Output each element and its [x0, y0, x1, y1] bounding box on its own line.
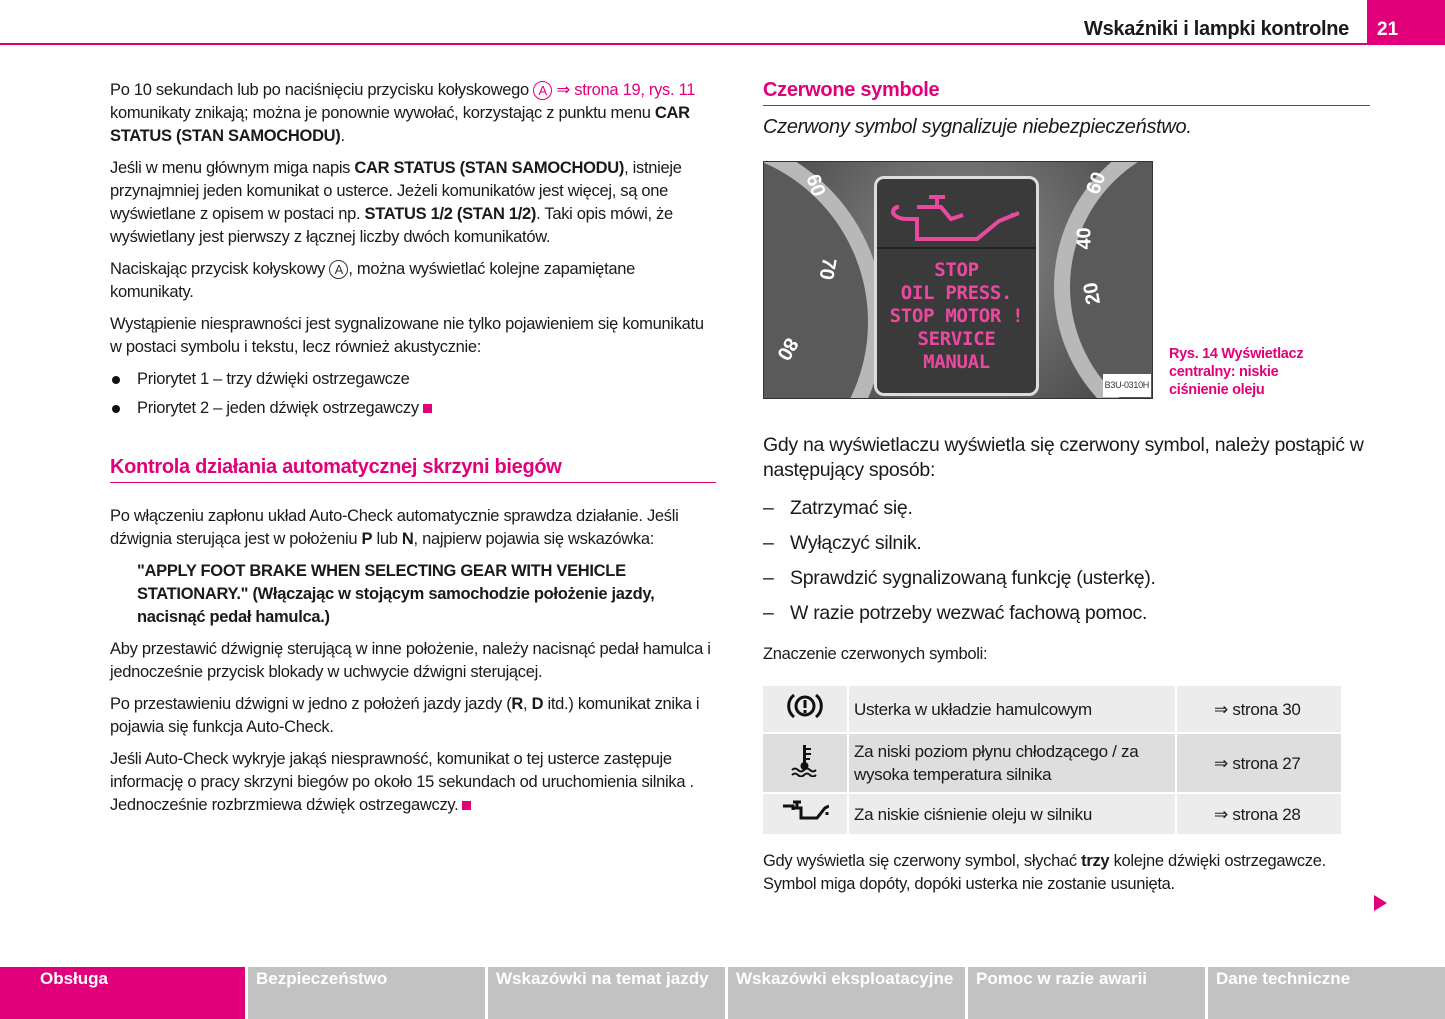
text: , można wyświetlać kolejne zapamiętane komunikaty.	[110, 260, 635, 301]
bold-text: CAR STATUS (STAN SAMOCHODU)	[110, 104, 690, 145]
tab-bezpieczenstwo[interactable]: Bezpieczeństwo	[248, 967, 485, 1019]
bold-text: N	[401, 530, 414, 548]
bullet-item: Priorytet 1 – trzy dźwięki ostrzegawcze	[110, 368, 716, 391]
paragraph: Znaczenie czerwonych symboli:	[763, 645, 988, 663]
display-line: SERVICE	[917, 328, 996, 350]
text: Naciskając przycisk kołyskowy	[110, 260, 330, 278]
text: , istnieje przynajmniej jeden komunikat o usterce. Jeżeli komunikatów jest więcej, są one wyświetlane z opisem w postaci np.	[110, 159, 682, 223]
bold-text: CAR STATUS (STAN SAMOCHODU)	[354, 159, 625, 177]
paragraph	[110, 258, 716, 304]
table-cell-description: Za niski poziom płynu chłodzącego / za wysoka temperatura silnika	[849, 734, 1175, 792]
step-item: – Sprawdzić sygnalizowaną funkcję (usterkę).	[763, 567, 1370, 590]
bullet-item	[110, 397, 716, 420]
paragraph	[110, 748, 716, 817]
section-subtitle: Czerwony symbol sygnalizuje niebezpieczeństwo.	[763, 116, 1192, 138]
bold-text: STATUS 1/2 (STAN 1/2)	[364, 205, 537, 223]
section-heading: Kontrola działania automatycznej skrzyni biegów	[110, 456, 716, 483]
button-a-marker: A	[329, 260, 348, 279]
tab-wskazowki-jazdy[interactable]: Wskazówki na temat jazdy	[488, 967, 725, 1019]
text: komunikaty znikają; można je ponownie wywołać, korzystając z punktu menu	[110, 104, 655, 122]
gauge-label: 80	[772, 333, 803, 364]
button-a-marker: A	[533, 81, 552, 100]
tab-wskazowki-eksploatacyjne[interactable]: Wskazówki eksploatacyjne	[728, 967, 965, 1019]
bold-text: R	[511, 695, 524, 713]
gauge-label: 70	[814, 256, 841, 282]
text: , najpierw pojawia się wskazówka:	[413, 530, 655, 548]
text: Priorytet 2 – jeden dźwięk ostrzegawczy	[137, 399, 419, 417]
tab-obsluga[interactable]: Obsługa	[0, 967, 245, 1019]
section-heading: Czerwone symbole	[763, 79, 1370, 106]
quoted-message: "APPLY FOOT BRAKE WHEN SELECTING GEAR WITH VEHICLE STATIONARY." (Włączając w stojącym samochodzie położenie jazdy, nacisnąć pedał hamulca.)	[137, 562, 655, 626]
page-reference-link[interactable]: ⇒ strona 30	[1177, 686, 1341, 732]
table-cell-description: Usterka w układzie hamulcowym	[849, 686, 1175, 732]
text: ,	[523, 695, 532, 713]
page-number: 21	[1367, 0, 1445, 45]
step-item: – W razie potrzeby wezwać fachową pomoc.	[763, 602, 1370, 625]
paragraph: Gdy na wyświetlaczu wyświetla się czerwony symbol, należy postąpić w następujący sposób:	[763, 434, 1364, 481]
tab-dane-techniczne[interactable]: Dane techniczne	[1208, 967, 1445, 1019]
left-column	[110, 79, 716, 826]
figure-code: B3U-0310H	[1103, 374, 1151, 397]
table-row	[763, 686, 1341, 732]
section-end-icon	[462, 801, 471, 810]
symbols-table	[761, 684, 1343, 836]
running-header-title: Wskaźniki i lampki kontrolne	[1084, 18, 1349, 40]
display-line: STOP	[934, 259, 979, 281]
paragraph: Wystąpienie niesprawności jest sygnalizowane nie tylko pojawieniem się komunikatu w postaci symbolu i tekstu, lecz również akustycznie:	[110, 315, 704, 356]
coolant-temperature-icon	[763, 734, 847, 792]
display-line: MANUAL	[923, 351, 990, 373]
section-end-icon	[423, 404, 432, 413]
figure	[763, 161, 1370, 433]
header-rule	[0, 43, 1445, 45]
paragraph: Aby przestawić dźwignię sterującą w inne położenie, należy nacisnąć pedał hamulca i jednocześnie przycisk blokady w uchwycie dźwigni sterującej.	[110, 640, 711, 681]
paragraph	[110, 693, 716, 739]
display-message	[877, 259, 1036, 374]
text: Po włączeniu zapłonu układ Auto-Check automatycznie sprawdza działanie. Jeśli dźwignia sterująca jest w położeniu	[110, 507, 679, 548]
paragraph	[110, 157, 716, 249]
gauge-label: 60	[801, 171, 830, 200]
footer-nav	[0, 967, 1445, 1019]
bold-text: P	[361, 530, 373, 548]
oil-pressure-icon	[763, 794, 847, 834]
display-line: STOP MOTOR !	[889, 305, 1024, 327]
text: Jeśli w menu głównym miga napis	[110, 159, 355, 177]
text: Jeśli Auto-Check wykryje jakąś niesprawność, komunikat o tej usterce zastępuje informację o pracy skrzyni biegów po około 15 sekundach od uruchomienia silnika . Jednocześnie rozbrzmiewa dźwięk ostrzegawczy.	[110, 750, 694, 814]
text: kolejne dźwięki ostrzegawcze. Symbol miga dopóty, dopóki usterka nie zostanie usunięta.	[763, 852, 1326, 893]
text: .	[340, 127, 345, 145]
tab-pomoc-awarii[interactable]: Pomoc w razie awarii	[968, 967, 1205, 1019]
central-display	[874, 176, 1039, 396]
oil-can-icon	[877, 183, 1036, 253]
bold-text: trzy	[1081, 852, 1110, 870]
display-line: OIL PRESS.	[900, 282, 1013, 304]
table-row	[763, 794, 1341, 834]
brake-warning-icon	[763, 686, 847, 732]
paragraph	[763, 850, 1370, 896]
table-cell-description: Za niskie ciśnienie oleju w silniku	[849, 794, 1175, 834]
right-column	[763, 79, 1370, 905]
figure-caption: Rys. 14 Wyświetlacz centralny: niskie ciśnienie oleju	[1169, 346, 1304, 398]
speedometer	[763, 161, 884, 399]
text: Gdy wyświetla się czerwony symbol, słychać	[763, 852, 1082, 870]
text: itd.) komunikat znika i pojawia się funkcja Auto-Check.	[110, 695, 700, 736]
step-item: – Wyłączyć silnik.	[763, 532, 1370, 555]
table-row	[763, 734, 1341, 792]
page-reference-link[interactable]: ⇒ strona 27	[1177, 734, 1341, 792]
page-reference-link[interactable]: ⇒ strona 19, rys. 11	[552, 81, 696, 99]
text: lub	[372, 530, 402, 548]
paragraph	[110, 79, 716, 148]
bold-text: D	[531, 695, 544, 713]
text: Po 10 sekundach lub po naciśnięciu przycisku kołyskowego	[110, 81, 534, 99]
page-reference-link[interactable]: ⇒ strona 28	[1177, 794, 1341, 834]
text: . Taki opis mówi, że wyświetlany jest pierwszy z łącznej liczby dwóch komunikatów.	[110, 205, 673, 246]
gauge-label: 40	[1073, 227, 1096, 250]
paragraph	[110, 505, 716, 551]
instrument-cluster-image	[763, 161, 1153, 399]
text: Po przestawieniu dźwigni w jedno z położeń jazdy jazdy (	[110, 695, 512, 713]
gauge-label: 20	[1079, 281, 1106, 307]
step-item: – Zatrzymać się.	[763, 497, 1370, 520]
gauge-label: 60	[1082, 169, 1111, 198]
next-page-arrow-icon[interactable]	[1374, 895, 1387, 911]
